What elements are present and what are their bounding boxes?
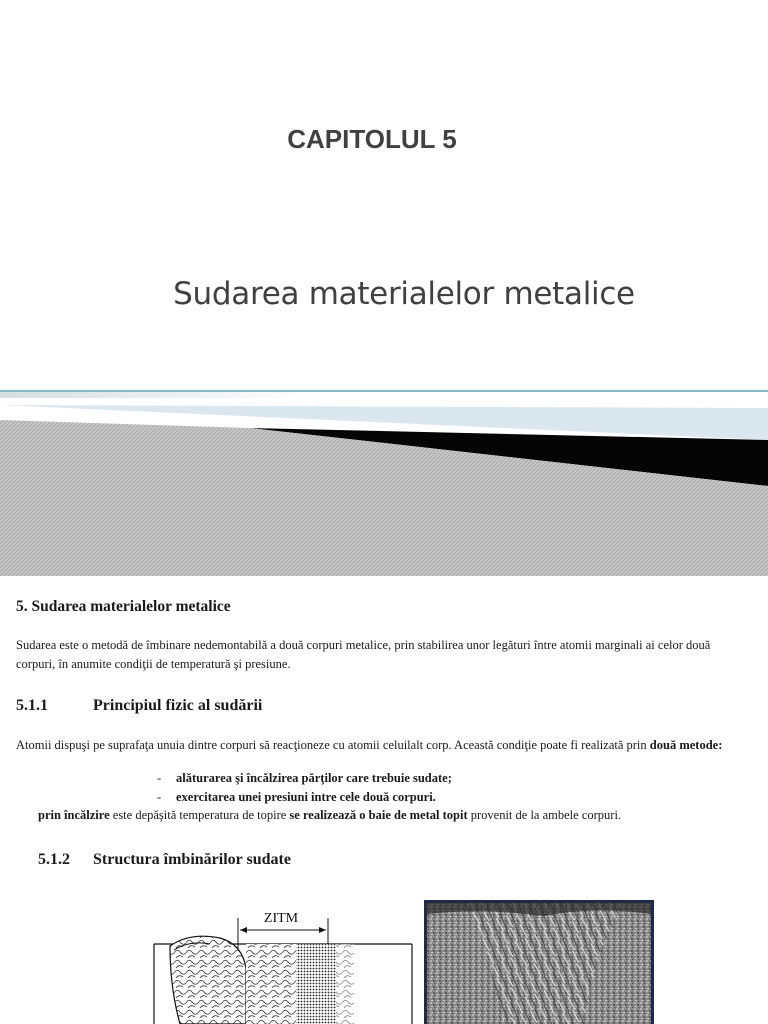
slide-decoration [0,380,768,576]
principle-paragraph [16,736,746,754]
heating-mid: este depăşită temperatura de topire [109,808,290,822]
slide-title: Sudarea materialelor metalice [173,276,635,312]
principle-text: Atomii dispuşi pe suprafaţa unuia dintre corpuri să reacţioneze cu atomii celuilalt corp. Această condiţie poate fi realizată prin [16,738,647,752]
section-title: Principiul fizic al sudării [93,697,263,714]
section-number: 5.1.1 [16,697,48,714]
weld-structure-diagram [150,898,416,1024]
list-dash: - [157,790,162,804]
method-text: alăturarea şi încălzirea părţilor care trebuie sudate; [176,771,452,785]
methods-label: două metode: [649,738,723,752]
heating-tail: provenit de la ambele corpuri. [467,808,622,822]
figure-label-zitm: ZITM [263,911,299,926]
heading-5-1-2 [38,851,291,869]
document-page [0,576,768,1024]
list-dash: - [157,771,162,785]
list-item [157,771,452,786]
weld-micrograph-photo [424,900,654,1024]
heating-lead: prin încălzire [38,808,110,822]
method-text: exercitarea unei presiuni intre cele două corpuri. [176,790,436,804]
section-title: Structura îmbinărilor sudate [93,851,291,868]
intro-paragraph: Sudarea este o metodă de îmbinare nedemontabilă a două corpuri metalice, prin stabilirea unor legături între atomii marginali ai celor două corpuri, în anumite condiţii de temperatură şi presiune. [16,638,711,671]
list-item [157,790,436,805]
heading-section-5: 5. Sudarea materialelor metalice [16,598,231,615]
chapter-label: CAPITOLUL 5 [287,124,457,154]
heading-5-1-1 [16,697,262,715]
section-number: 5.1.2 [38,851,70,868]
heating-bold: se realizează o baie de metal topit [289,808,468,822]
heating-paragraph [38,808,621,823]
